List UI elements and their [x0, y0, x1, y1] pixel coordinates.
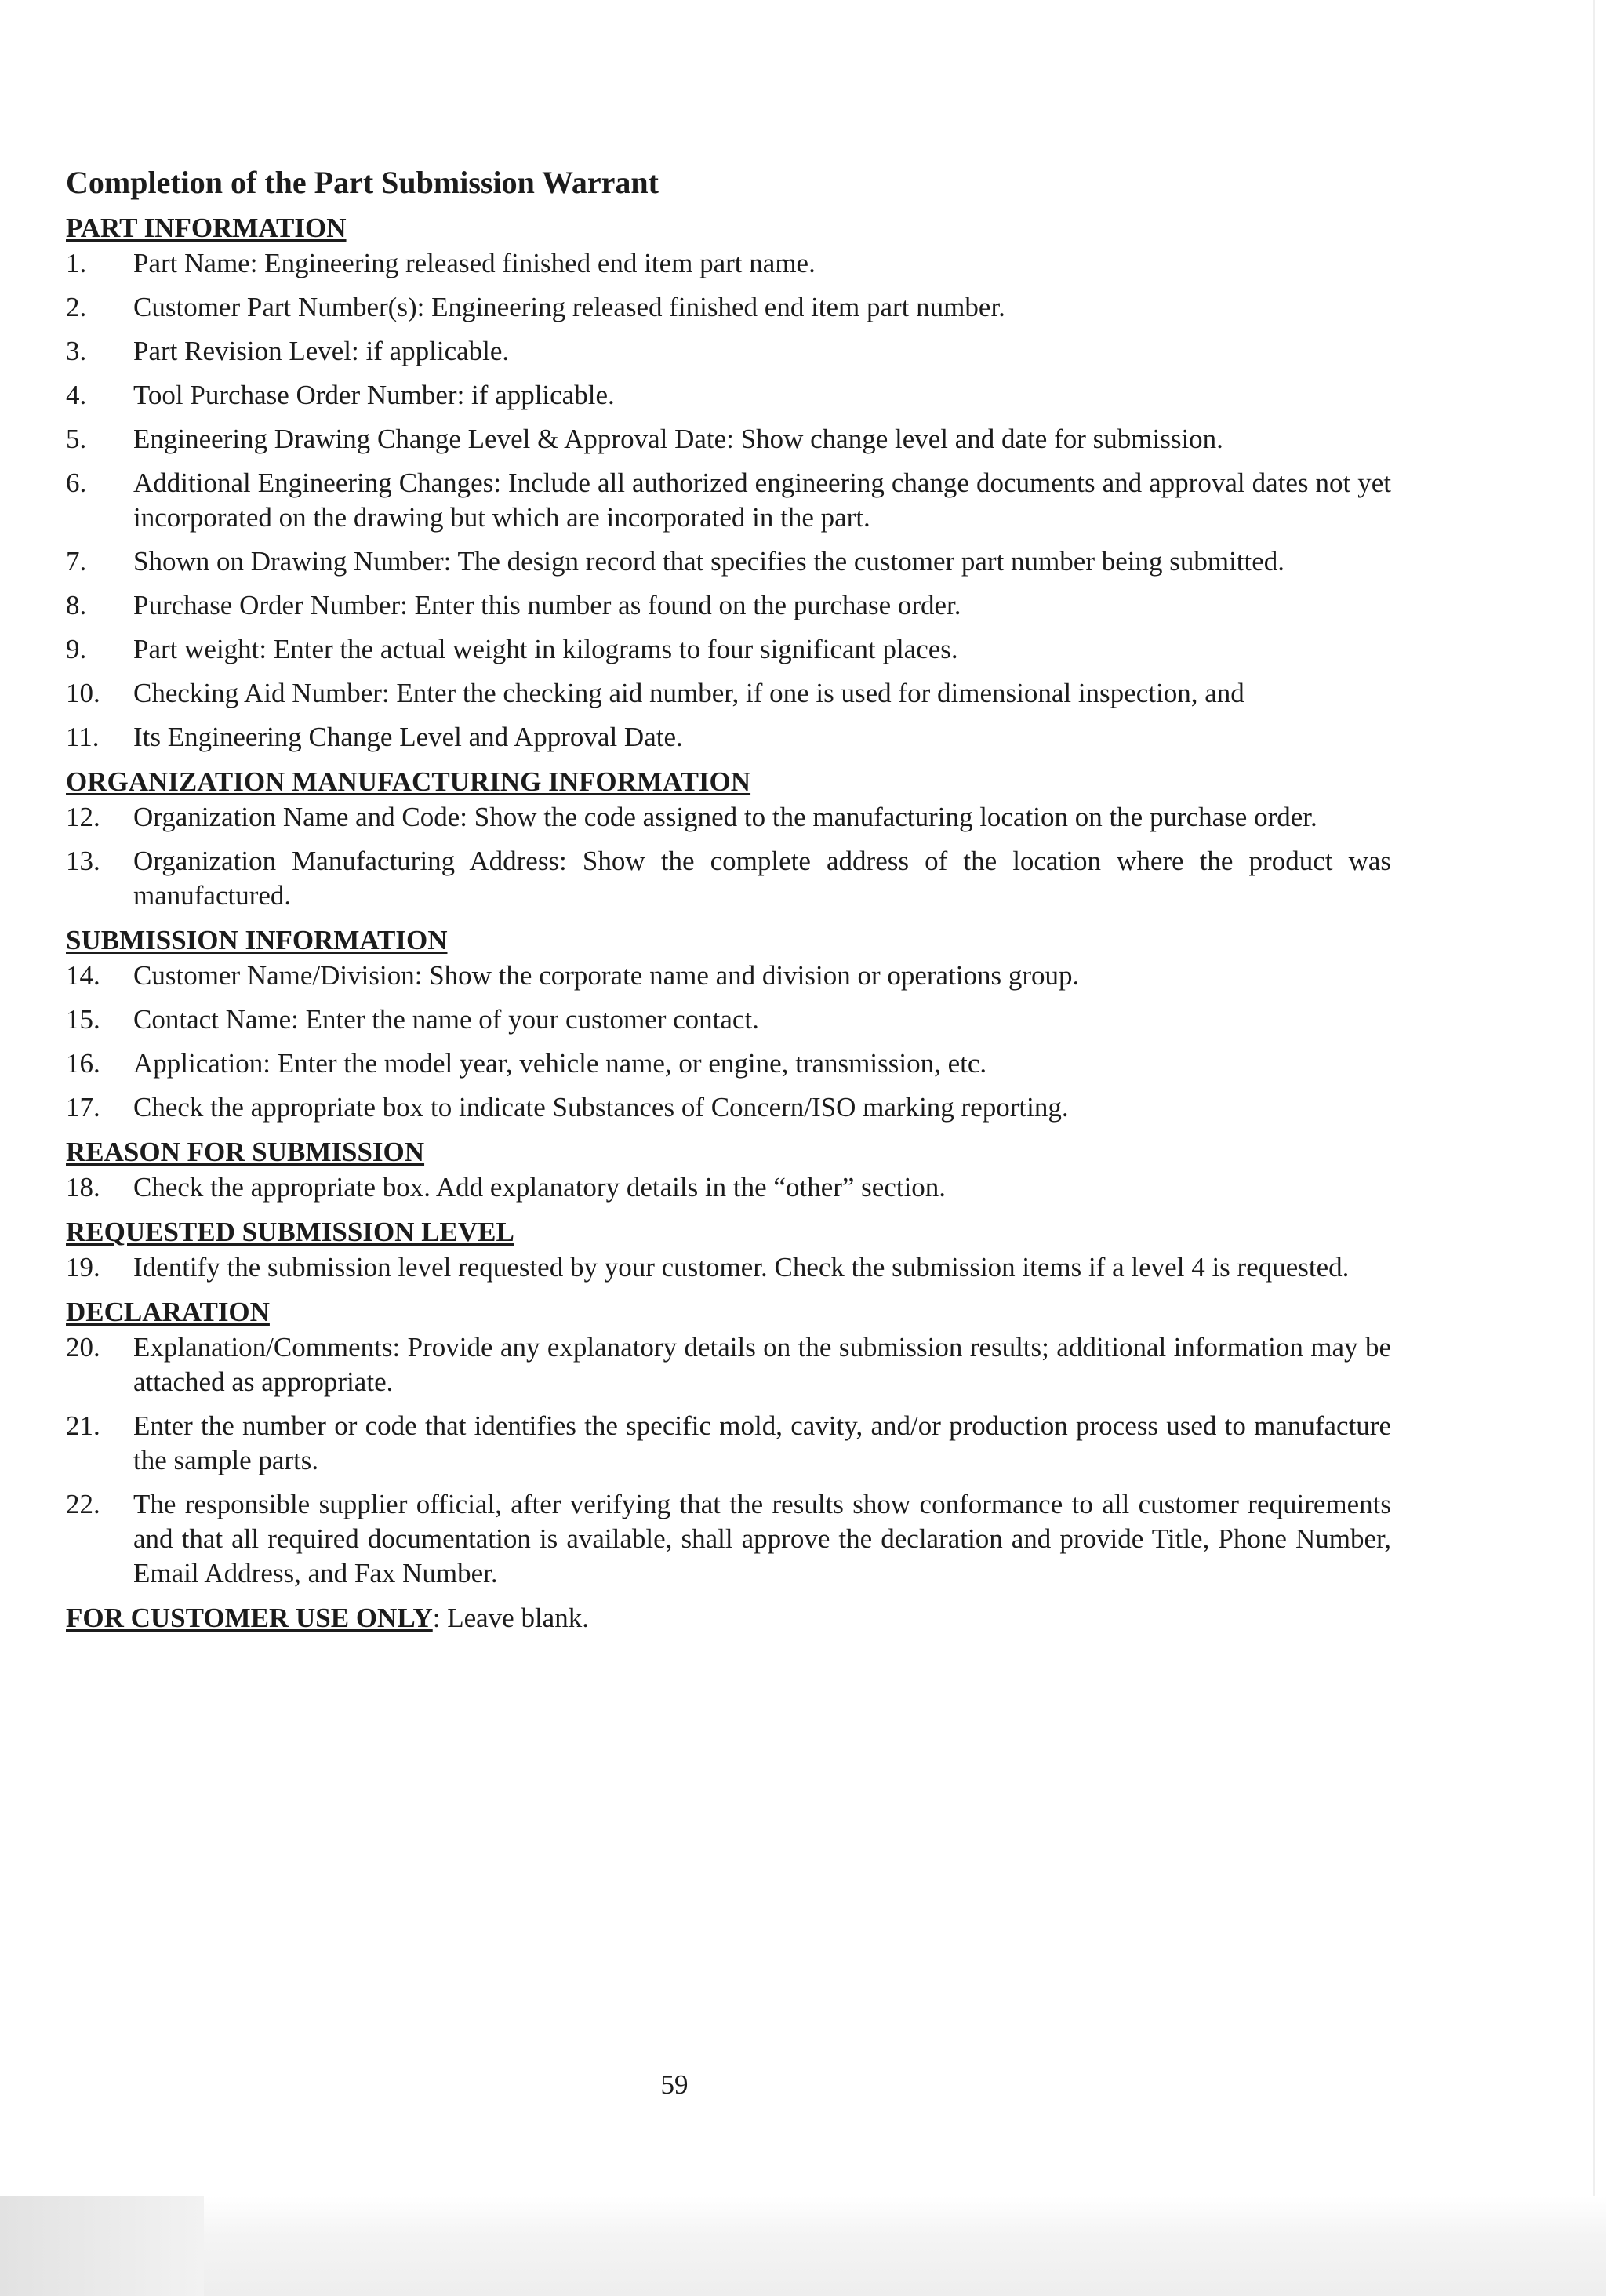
list-item	[66, 588, 1391, 623]
item-number: 1.	[66, 248, 87, 278]
item-text: Part Name: Engineering released finished end item part name.	[133, 248, 816, 278]
scan-bottom-edge	[0, 2196, 1606, 2296]
customer-use-heading: FOR CUSTOMER USE ONLY	[66, 1603, 433, 1633]
document-title: Completion of the Part Submission Warrant	[66, 165, 659, 200]
list-item	[66, 422, 1391, 457]
item-number: 15.	[66, 1004, 100, 1035]
list-item	[66, 1409, 1391, 1478]
list-item	[66, 800, 1391, 835]
list-item	[66, 1002, 1391, 1037]
item-text: Tool Purchase Order Number: if applicable.	[133, 380, 615, 410]
item-text: Its Engineering Change Level and Approval Date.	[133, 722, 683, 752]
item-number: 10.	[66, 678, 100, 708]
list-item	[66, 676, 1391, 711]
item-text: Enter the number or code that identifies the specific mold, cavity, and/or production process used to manufacture the sample parts.	[133, 1410, 1391, 1475]
section	[66, 210, 1391, 755]
customer-use-separator: :	[432, 1603, 441, 1633]
list-item	[66, 959, 1391, 993]
item-number: 4.	[66, 380, 87, 410]
section	[66, 1294, 1391, 1591]
list-item	[66, 466, 1391, 535]
list-item	[66, 246, 1391, 281]
list-item	[66, 844, 1391, 913]
customer-use-line	[66, 1600, 1391, 1636]
item-number: 8.	[66, 590, 87, 620]
section	[66, 922, 1391, 1125]
page-number: 59	[660, 2069, 689, 2100]
list-item	[66, 1250, 1391, 1285]
item-text: Explanation/Comments: Provide any explanatory details on the submission results; additional information may be attached as appropriate.	[133, 1332, 1391, 1397]
item-number: 11.	[66, 722, 100, 752]
section-heading: REASON FOR SUBMISSION	[66, 1137, 425, 1167]
item-number: 19.	[66, 1252, 100, 1283]
item-number: 14.	[66, 960, 100, 991]
section-heading: REQUESTED SUBMISSION LEVEL	[66, 1217, 514, 1247]
item-text: Checking Aid Number: Enter the checking aid number, if one is used for dimensional inspection, and	[133, 678, 1244, 708]
item-text: Check the appropriate box to indicate Substances of Concern/ISO marking reporting.	[133, 1092, 1069, 1123]
section	[66, 1214, 1391, 1285]
item-number: 20.	[66, 1332, 100, 1363]
item-text: Shown on Drawing Number: The design record that specifies the customer part number being submitted.	[133, 546, 1285, 577]
item-text: Identify the submission level requested by your customer. Check the submission items if a level 4 is requested.	[133, 1252, 1350, 1283]
page-content	[66, 163, 1391, 1636]
item-text: Part weight: Enter the actual weight in kilograms to four significant places.	[133, 634, 958, 664]
item-number: 18.	[66, 1172, 100, 1203]
item-number: 22.	[66, 1489, 100, 1519]
item-text: Engineering Drawing Change Level & Approval Date: Show change level and date for submission.	[133, 424, 1223, 454]
list-item	[66, 1046, 1391, 1081]
item-number: 17.	[66, 1092, 100, 1123]
section-heading: ORGANIZATION MANUFACTURING INFORMATION	[66, 766, 751, 797]
item-number: 5.	[66, 424, 87, 454]
list-item	[66, 720, 1391, 755]
section-heading: SUBMISSION INFORMATION	[66, 925, 448, 955]
list-item	[66, 378, 1391, 413]
item-text: The responsible supplier official, after verifying that the results show conformance to all customer requirements and that all required documentation is available, shall approve the declaration and provide Title, Phone Number, Email Address, and Fax Number.	[133, 1489, 1391, 1588]
item-text: Customer Name/Division: Show the corporate name and division or operations group.	[133, 960, 1080, 991]
list-item	[66, 544, 1391, 579]
item-number: 6.	[66, 468, 87, 498]
item-text: Contact Name: Enter the name of your customer contact.	[133, 1004, 759, 1035]
section	[66, 764, 1391, 913]
list-item	[66, 334, 1391, 369]
scan-edge-right	[1593, 0, 1595, 2296]
item-text: Customer Part Number(s): Engineering released finished end item part number.	[133, 292, 1005, 322]
item-number: 12.	[66, 802, 100, 832]
list-item	[66, 1090, 1391, 1125]
section-heading: DECLARATION	[66, 1297, 270, 1327]
section-heading: PART INFORMATION	[66, 213, 347, 243]
item-number: 2.	[66, 292, 87, 322]
item-text: Purchase Order Number: Enter this number as found on the purchase order.	[133, 590, 961, 620]
section	[66, 1134, 1391, 1205]
item-number: 21.	[66, 1410, 100, 1441]
item-number: 16.	[66, 1048, 100, 1079]
item-text: Check the appropriate box. Add explanatory details in the “other” section.	[133, 1172, 947, 1203]
item-number: 7.	[66, 546, 87, 577]
item-text: Organization Manufacturing Address: Show the complete address of the location where the product was manufactured.	[133, 846, 1391, 911]
item-text: Application: Enter the model year, vehicle name, or engine, transmission, etc.	[133, 1048, 987, 1079]
list-item	[66, 290, 1391, 325]
customer-use-text: Leave blank.	[440, 1603, 589, 1633]
scan-bottom-left-shade	[0, 2196, 204, 2296]
item-text: Part Revision Level: if applicable.	[133, 336, 510, 366]
item-number: 13.	[66, 846, 100, 876]
item-text: Additional Engineering Changes: Include all authorized engineering change documents and approval dates not yet incorporated on the drawing but which are incorporated in the part.	[133, 468, 1391, 533]
item-number: 3.	[66, 336, 87, 366]
list-item	[66, 1170, 1391, 1205]
list-item	[66, 632, 1391, 667]
list-item	[66, 1330, 1391, 1399]
item-number: 9.	[66, 634, 87, 664]
item-text: Organization Name and Code: Show the code assigned to the manufacturing location on the purchase order.	[133, 802, 1317, 832]
sections-container	[66, 210, 1391, 1591]
list-item	[66, 1487, 1391, 1591]
